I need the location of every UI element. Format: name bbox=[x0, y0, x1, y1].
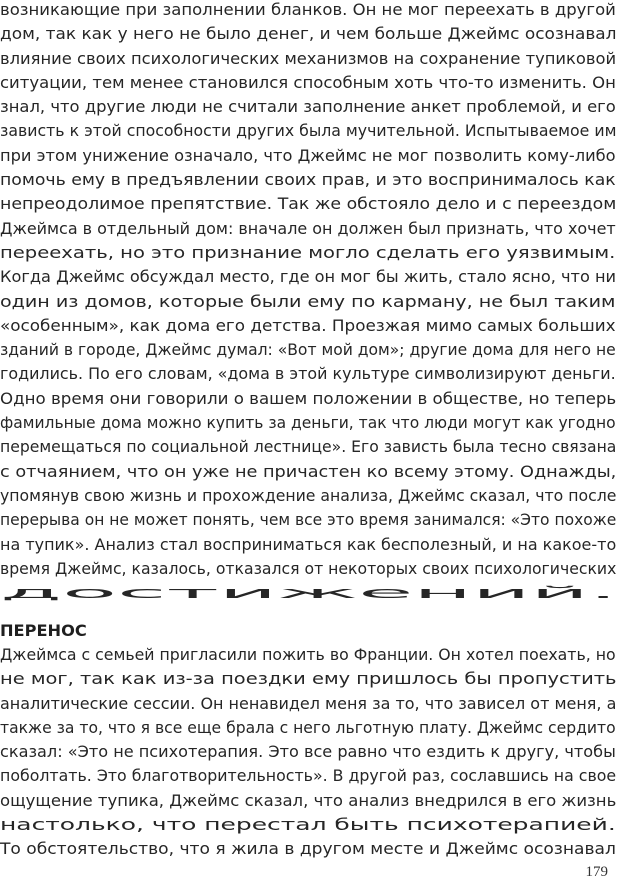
text-line: время Джеймс, казалось, отказался от некоторых своих психологических bbox=[0, 558, 617, 578]
text-line: влияние своих психологических механизмов на сохранение тупиковой bbox=[0, 48, 617, 68]
text-line: переехать, но это признание могло сделать его уязвимым. bbox=[0, 242, 616, 262]
text-line: аналитические сессии. Он ненавидел меня за то, что зависел от меня, а bbox=[0, 693, 617, 713]
section-heading: ПЕРЕНОС bbox=[0, 621, 87, 640]
text-line: достижений. bbox=[0, 583, 618, 603]
text-line: поболтать. Это благотворительность». В другой раз, сославшись на свое bbox=[0, 766, 617, 786]
text-line: не мог, так как из-за поездки ему пришлось бы пропустить bbox=[0, 669, 617, 689]
text-line: непреодолимое препятствие. Так же обстояло дело и с переездом bbox=[0, 194, 617, 214]
text-line: сказал: «Это не психотерапия. Это все равно что ездить к другу, чтобы bbox=[0, 742, 616, 762]
text-line: зданий в городе, Джеймс думал: «Вот мой дом»; другие дома для него не bbox=[0, 340, 616, 360]
text-line: Одно время они говорили о вашем положении в обществе, но теперь bbox=[0, 388, 617, 408]
text-line: годились. По его словам, «дома в этой культуре символизируют деньги. bbox=[0, 364, 616, 384]
text-line: ситуации, тем менее становился способным хоть что-то изменить. Он bbox=[0, 72, 616, 92]
text-line: знал, что другие люди не считали заполнение анкет проблемой, и его bbox=[0, 97, 616, 117]
text-line: при этом унижение означало, что Джеймс не мог позволить кому-либо bbox=[0, 145, 616, 165]
text-line: Джеймса с семьей пригласили пожить во Франции. Он хотел поехать, но bbox=[0, 645, 616, 664]
text-line: один из домов, которые были ему по карману, не был таким bbox=[0, 291, 616, 311]
text-line: ощущение тупика, Джеймс сказал, что анализ внедрился в его жизнь bbox=[0, 790, 617, 810]
text-line: с отчаянием, что он уже не причастен ко всему этому. Однажды, bbox=[0, 461, 617, 481]
text-line: зависть к этой способности других была мучительной. Испытываемое им bbox=[0, 121, 617, 141]
text-line: Джеймса в отдельный дом: вначале он должен был признать, что хочет bbox=[0, 218, 616, 238]
text-line: возникающие при заполнении бланков. Он не мог переехать в другой bbox=[0, 0, 616, 19]
text-line: настолько, что перестал быть психотерапией. bbox=[0, 815, 616, 835]
text-line: фамильные дома можно купить за деньги, так что люди могут как угодно bbox=[0, 413, 616, 433]
body-text-lower bbox=[0, 643, 620, 862]
text-line: перемещаться по социальной лестнице». Его зависть была тесно связана bbox=[0, 437, 617, 457]
text-line: упомянув свою жизнь и прохождение анализа, Джеймс сказал, что после bbox=[0, 485, 617, 505]
page-number: 179 bbox=[585, 864, 608, 880]
text-line: перерыва он не может понять, чем все это время занимался: «Это похоже bbox=[0, 510, 617, 530]
text-line: «особенным», как дома его детства. Проезжая мимо самых больших bbox=[0, 315, 616, 335]
text-line: Когда Джеймс обсуждал место, где он мог бы жить, стало ясно, что ни bbox=[0, 267, 617, 287]
text-line: То обстоятельство, что я жила в другом месте и Джеймс осознавал bbox=[0, 839, 616, 859]
text-line: помочь ему в предъявлении своих прав, и это воспринималось как bbox=[0, 170, 616, 190]
text-line: на тупик». Анализ стал восприниматься как бесполезный, и на какое-то bbox=[0, 534, 617, 554]
text-line: также за то, что я все еще брала с него льготную плату. Джеймс сердито bbox=[0, 717, 616, 737]
text-line: дом, так как у него не было денег, и чем больше Джеймс осознавал bbox=[0, 24, 617, 44]
